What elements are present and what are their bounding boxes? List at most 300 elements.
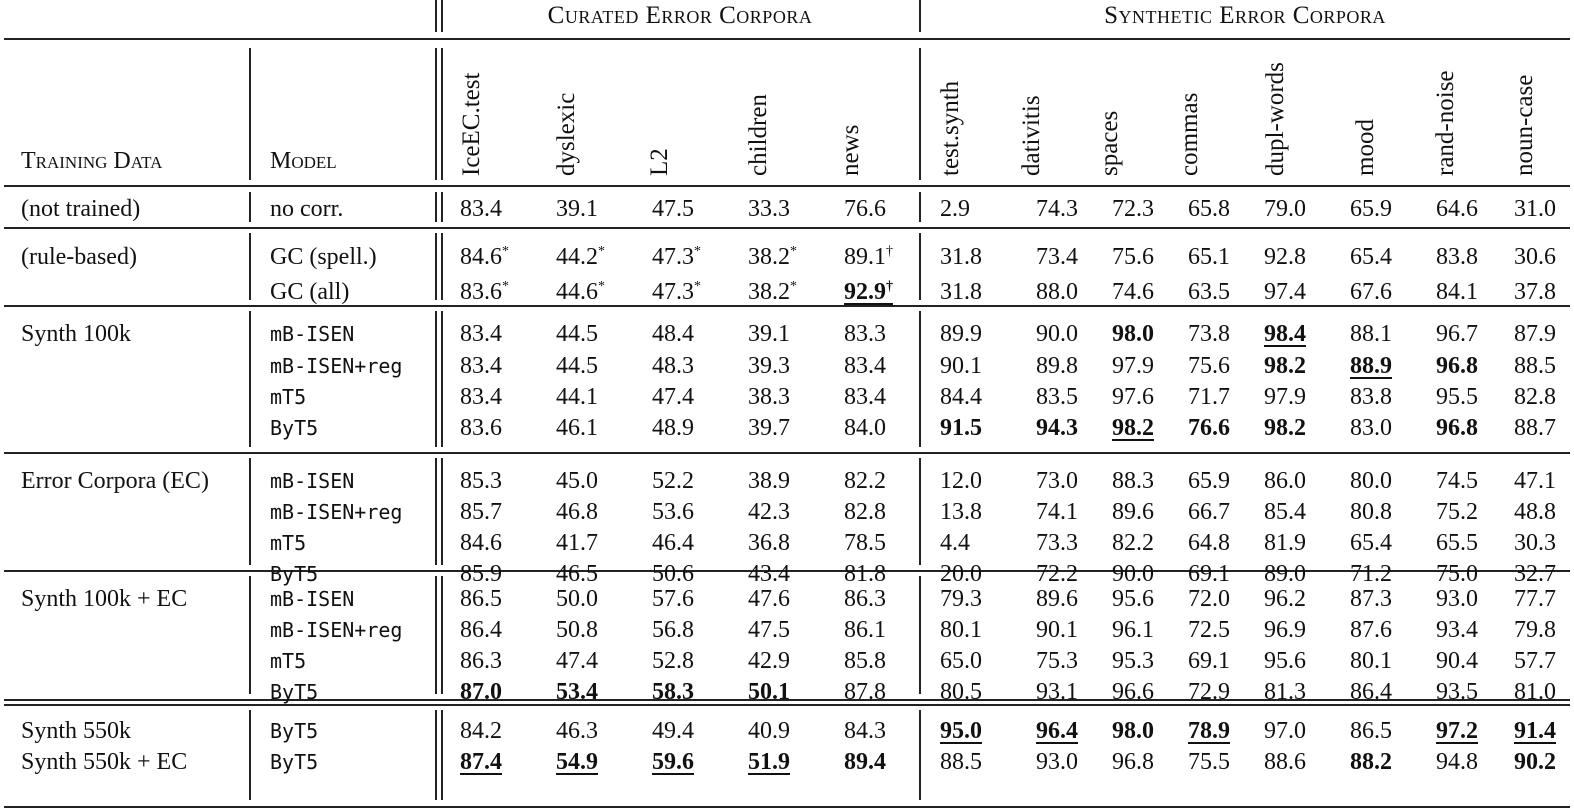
score-value: 76.6 — [1188, 415, 1230, 441]
score-value: 48.3 — [652, 353, 694, 379]
score-cell — [1514, 717, 1556, 745]
score-cell — [1350, 717, 1392, 745]
score-value: 97.9 — [1264, 384, 1306, 410]
score-value: 91.5 — [940, 415, 982, 441]
score-cell — [1036, 467, 1078, 495]
score-value: 33.3 — [748, 196, 790, 222]
score-cell — [1264, 616, 1306, 644]
score-cell — [940, 243, 982, 271]
score-value: 90.0 — [1112, 561, 1154, 587]
score-cell — [844, 678, 886, 706]
score-value: 12.0 — [940, 468, 982, 494]
score-cell — [1514, 585, 1556, 613]
score-cell — [940, 414, 982, 442]
score-value: 71.7 — [1188, 384, 1230, 410]
column-header — [1256, 44, 1296, 176]
score-value: 86.3 — [460, 648, 502, 674]
score-cell — [844, 616, 886, 644]
column-header-label: L2 — [646, 148, 673, 176]
score-cell — [748, 352, 790, 380]
score-value: 96.8 — [1436, 415, 1478, 441]
score-cell — [1350, 647, 1392, 675]
score-cell — [1264, 748, 1306, 776]
score-cell — [1350, 352, 1392, 380]
score-value: 95.6 — [1112, 586, 1154, 612]
score-cell — [1436, 560, 1478, 588]
score-value: 96.6 — [1112, 679, 1154, 705]
score-value: 66.7 — [1188, 499, 1230, 525]
score-value: 88.0 — [1036, 279, 1078, 305]
score-cell — [652, 529, 694, 557]
score-cell — [652, 717, 694, 745]
score-cell — [748, 498, 790, 526]
score-cell — [844, 748, 886, 776]
column-header — [452, 44, 492, 176]
column-divider — [441, 48, 443, 180]
score-cell — [1514, 498, 1556, 526]
score-cell — [1514, 195, 1556, 223]
score-value: 87.9 — [1514, 321, 1556, 347]
score-value: 96.8 — [1436, 353, 1478, 379]
score-value: 92.9 — [844, 279, 886, 305]
score-value: 74.3 — [1036, 196, 1078, 222]
column-divider — [441, 458, 443, 565]
score-cell — [940, 529, 970, 557]
score-value: 72.3 — [1112, 196, 1154, 222]
score-cell — [940, 748, 982, 776]
score-cell — [1436, 678, 1478, 706]
score-value: 81.0 — [1514, 679, 1556, 705]
score-cell — [460, 678, 502, 706]
score-cell — [556, 616, 598, 644]
model-label: mT5 — [270, 649, 307, 673]
score-cell — [940, 585, 982, 613]
score-cell — [1436, 748, 1478, 776]
score-value: 43.4 — [748, 561, 790, 587]
column-header-label: rand-noise — [1432, 70, 1459, 176]
score-value: 64.6 — [1436, 196, 1478, 222]
score-cell — [1436, 717, 1478, 745]
score-value: 80.8 — [1350, 499, 1392, 525]
score-cell — [1264, 243, 1306, 271]
score-value: 95.0 — [940, 718, 982, 744]
score-value: 65.1 — [1188, 244, 1230, 270]
column-header — [1505, 44, 1545, 176]
score-cell — [1036, 383, 1078, 411]
score-value: 97.4 — [1264, 279, 1306, 305]
score-value: 38.2 — [748, 244, 790, 270]
score-value: 83.6 — [460, 415, 502, 441]
rule — [4, 806, 1570, 808]
score-value: 32.7 — [1514, 561, 1556, 587]
rule — [4, 452, 1570, 454]
score-cell — [1436, 467, 1478, 495]
score-cell — [1514, 678, 1556, 706]
model-label: mB-ISEN+reg — [270, 618, 403, 642]
score-cell — [748, 320, 790, 348]
footnote-mark: * — [790, 279, 797, 294]
column-header — [640, 44, 680, 176]
score-value: 90.2 — [1514, 749, 1556, 775]
score-value: 36.8 — [748, 530, 790, 556]
score-cell — [1350, 560, 1392, 588]
score-cell — [1036, 243, 1078, 271]
score-cell — [1514, 467, 1556, 495]
score-cell — [1112, 278, 1154, 306]
column-divider — [435, 458, 437, 565]
footnote-mark: * — [502, 244, 509, 259]
score-value: 44.5 — [556, 321, 598, 347]
group-header-curated: Curated Error Corpora — [547, 2, 813, 29]
score-cell — [652, 414, 694, 442]
column-divider — [249, 710, 251, 800]
score-value: 80.1 — [940, 617, 982, 643]
score-cell — [1436, 278, 1478, 306]
score-value: 59.6 — [652, 749, 694, 775]
score-cell — [844, 195, 886, 223]
score-cell — [1514, 320, 1556, 348]
score-value: 57.6 — [652, 586, 694, 612]
score-cell — [460, 647, 502, 675]
score-value: 47.4 — [556, 648, 598, 674]
score-cell — [1188, 278, 1230, 306]
score-cell — [1264, 320, 1306, 348]
column-header-label: dupl-words — [1262, 62, 1289, 176]
score-value: 93.5 — [1436, 679, 1478, 705]
score-value: 44.1 — [556, 384, 598, 410]
score-cell — [748, 467, 790, 495]
score-cell — [1112, 717, 1154, 745]
score-cell — [1514, 352, 1556, 380]
footnote-mark: * — [694, 244, 701, 259]
score-cell — [1112, 414, 1154, 442]
training-data-label: Synth 550k — [21, 718, 132, 744]
column-divider — [441, 0, 443, 32]
column-divider — [919, 311, 921, 447]
score-cell — [1264, 585, 1306, 613]
score-value: 52.8 — [652, 648, 694, 674]
score-cell — [844, 352, 886, 380]
score-cell — [1112, 585, 1154, 613]
column-divider — [249, 458, 251, 565]
score-value: 88.2 — [1350, 749, 1392, 775]
training-data-label: Synth 100k + EC — [21, 586, 188, 612]
score-value: 74.5 — [1436, 468, 1478, 494]
score-value: 81.3 — [1264, 679, 1306, 705]
score-value: 82.2 — [1112, 530, 1154, 556]
model-label: ByT5 — [270, 680, 319, 704]
score-cell — [1188, 320, 1230, 348]
score-value: 98.2 — [1264, 415, 1306, 441]
model-label: no corr. — [270, 196, 344, 222]
score-value: 94.3 — [1036, 415, 1078, 441]
score-value: 48.9 — [652, 415, 694, 441]
score-cell — [748, 243, 797, 271]
score-value: 39.3 — [748, 353, 790, 379]
score-value: 88.3 — [1112, 468, 1154, 494]
model-label: GC (all) — [270, 279, 350, 305]
score-value: 87.6 — [1350, 617, 1392, 643]
score-value: 86.0 — [1264, 468, 1306, 494]
score-cell — [460, 414, 502, 442]
score-value: 86.4 — [460, 617, 502, 643]
score-value: 96.9 — [1264, 617, 1306, 643]
score-value: 80.1 — [1350, 648, 1392, 674]
score-value: 88.5 — [1514, 353, 1556, 379]
score-cell — [460, 748, 502, 776]
score-value: 65.4 — [1350, 244, 1392, 270]
rule — [4, 38, 1570, 40]
score-value: 80.0 — [1350, 468, 1392, 494]
score-value: 90.1 — [1036, 617, 1078, 643]
score-value: 76.6 — [844, 196, 886, 222]
score-value: 89.6 — [1112, 499, 1154, 525]
score-cell — [1188, 467, 1230, 495]
column-header — [739, 44, 779, 176]
score-value: 89.1 — [844, 244, 886, 270]
score-value: 90.0 — [1036, 321, 1078, 347]
score-value: 54.9 — [556, 749, 598, 775]
score-value: 83.4 — [460, 384, 502, 410]
score-cell — [1514, 748, 1556, 776]
score-cell — [652, 678, 694, 706]
score-cell — [1350, 243, 1392, 271]
column-divider — [435, 48, 437, 180]
score-value: 72.0 — [1188, 586, 1230, 612]
score-value: 56.8 — [652, 617, 694, 643]
model-label: mB-ISEN — [270, 322, 355, 346]
score-cell — [1112, 352, 1154, 380]
score-value: 88.6 — [1264, 749, 1306, 775]
header-training-data: Training Data — [21, 148, 163, 174]
score-cell — [556, 748, 598, 776]
training-data-label: Synth 550k + EC — [21, 749, 188, 775]
column-header-label: commas — [1176, 92, 1203, 176]
score-cell — [556, 560, 598, 588]
score-cell — [1350, 414, 1392, 442]
score-cell — [1436, 383, 1478, 411]
column-header — [547, 44, 587, 176]
score-value: 30.6 — [1514, 244, 1556, 270]
column-divider — [435, 710, 437, 800]
column-divider — [441, 311, 443, 447]
score-cell — [844, 243, 893, 271]
score-cell — [940, 717, 982, 745]
column-header-label: IceEC.test — [458, 72, 485, 176]
score-cell — [1188, 647, 1230, 675]
score-cell — [556, 352, 598, 380]
score-value: 88.9 — [1350, 353, 1392, 379]
score-cell — [652, 383, 694, 411]
score-cell — [844, 717, 886, 745]
score-value: 73.3 — [1036, 530, 1078, 556]
score-cell — [460, 383, 502, 411]
score-cell — [748, 529, 790, 557]
score-value: 81.9 — [1264, 530, 1306, 556]
score-value: 45.0 — [556, 468, 598, 494]
score-value: 42.3 — [748, 499, 790, 525]
score-value: 96.7 — [1436, 321, 1478, 347]
score-cell — [1350, 585, 1392, 613]
score-value: 90.4 — [1436, 648, 1478, 674]
score-value: 65.5 — [1436, 530, 1478, 556]
model-label: ByT5 — [270, 750, 319, 774]
score-cell — [556, 195, 598, 223]
score-cell — [1188, 498, 1230, 526]
score-cell — [460, 320, 502, 348]
score-cell — [1436, 585, 1478, 613]
score-value: 50.6 — [652, 561, 694, 587]
score-cell — [652, 647, 694, 675]
score-cell — [844, 498, 886, 526]
score-cell — [1350, 278, 1392, 306]
score-cell — [556, 529, 598, 557]
score-value: 72.5 — [1188, 617, 1230, 643]
column-divider — [249, 233, 251, 300]
score-value: 97.9 — [1112, 353, 1154, 379]
score-cell — [652, 560, 694, 588]
score-cell — [1036, 647, 1078, 675]
score-cell — [460, 467, 502, 495]
column-divider — [435, 192, 437, 222]
score-cell — [460, 498, 502, 526]
score-cell — [556, 383, 598, 411]
column-divider — [435, 0, 437, 32]
score-value: 90.1 — [940, 353, 982, 379]
model-label: mB-ISEN+reg — [270, 500, 403, 524]
score-value: 53.6 — [652, 499, 694, 525]
score-value: 2.9 — [940, 196, 970, 222]
score-cell — [940, 467, 982, 495]
score-value: 73.4 — [1036, 244, 1078, 270]
score-cell — [1188, 678, 1230, 706]
score-cell — [940, 560, 982, 588]
score-value: 98.4 — [1264, 321, 1306, 347]
score-cell — [748, 616, 790, 644]
score-cell — [1112, 560, 1154, 588]
score-cell — [1514, 529, 1556, 557]
score-value: 83.4 — [460, 196, 502, 222]
score-cell — [652, 352, 694, 380]
score-cell — [460, 352, 502, 380]
score-cell — [1436, 616, 1478, 644]
score-cell — [460, 616, 502, 644]
score-cell — [1514, 383, 1556, 411]
score-value: 50.8 — [556, 617, 598, 643]
score-cell — [748, 383, 790, 411]
score-value: 83.3 — [844, 321, 886, 347]
score-cell — [940, 678, 982, 706]
score-cell — [1188, 383, 1230, 411]
score-value: 84.6 — [460, 530, 502, 556]
score-value: 38.3 — [748, 384, 790, 410]
column-header — [1346, 44, 1386, 176]
score-cell — [1264, 383, 1306, 411]
score-value: 87.0 — [460, 679, 502, 705]
score-cell — [652, 467, 694, 495]
score-value: 47.5 — [652, 196, 694, 222]
score-cell — [748, 195, 790, 223]
score-value: 78.9 — [1188, 718, 1230, 744]
footnote-mark: * — [502, 279, 509, 294]
score-cell — [556, 467, 598, 495]
score-value: 49.4 — [652, 718, 694, 744]
score-cell — [844, 383, 886, 411]
score-value: 47.3 — [652, 279, 694, 305]
score-value: 97.0 — [1264, 718, 1306, 744]
score-cell — [748, 748, 790, 776]
score-value: 20.0 — [940, 561, 982, 587]
score-cell — [1264, 717, 1306, 745]
score-value: 4.4 — [940, 530, 970, 556]
score-cell — [1188, 243, 1230, 271]
score-cell — [1112, 243, 1154, 271]
score-cell — [556, 414, 598, 442]
score-value: 85.9 — [460, 561, 502, 587]
column-header-label: dyslexic — [553, 92, 580, 176]
score-value: 89.4 — [844, 749, 886, 775]
column-divider — [919, 192, 921, 222]
score-cell — [1264, 278, 1306, 306]
score-value: 84.0 — [844, 415, 886, 441]
column-divider — [435, 576, 437, 694]
score-cell — [1036, 498, 1078, 526]
score-cell — [1036, 529, 1078, 557]
score-value: 40.9 — [748, 718, 790, 744]
score-cell — [844, 529, 886, 557]
score-value: 93.0 — [1036, 749, 1078, 775]
score-cell — [1112, 748, 1154, 776]
score-cell — [1436, 414, 1478, 442]
score-value: 84.4 — [940, 384, 982, 410]
score-cell — [1188, 585, 1230, 613]
header-model: Model — [270, 148, 337, 174]
score-cell — [1036, 560, 1078, 588]
column-header — [1090, 44, 1130, 176]
score-value: 92.8 — [1264, 244, 1306, 270]
score-value: 65.9 — [1188, 468, 1230, 494]
score-cell — [940, 195, 970, 223]
score-cell — [940, 616, 982, 644]
score-cell — [940, 498, 982, 526]
score-cell — [460, 560, 502, 588]
score-cell — [1036, 352, 1078, 380]
score-cell — [1264, 414, 1306, 442]
group-header-synthetic: Synthetic Error Corpora — [1104, 2, 1386, 29]
score-cell — [1436, 352, 1478, 380]
column-divider — [435, 233, 437, 300]
score-value: 65.4 — [1350, 530, 1392, 556]
model-label: ByT5 — [270, 562, 319, 586]
score-cell — [1036, 195, 1078, 223]
score-value: 47.6 — [748, 586, 790, 612]
score-cell — [1112, 320, 1154, 348]
score-cell — [748, 585, 790, 613]
score-value: 52.2 — [652, 468, 694, 494]
training-data-label: (rule-based) — [21, 244, 137, 270]
score-value: 97.2 — [1436, 718, 1478, 744]
score-cell — [1350, 678, 1392, 706]
score-cell — [1188, 352, 1230, 380]
column-header-label: noun-case — [1511, 74, 1538, 176]
score-cell — [1036, 678, 1078, 706]
score-value: 47.3 — [652, 244, 694, 270]
score-value: 39.7 — [748, 415, 790, 441]
score-cell — [1436, 195, 1478, 223]
score-value: 85.4 — [1264, 499, 1306, 525]
score-cell — [1514, 647, 1556, 675]
score-value: 51.9 — [748, 749, 790, 775]
